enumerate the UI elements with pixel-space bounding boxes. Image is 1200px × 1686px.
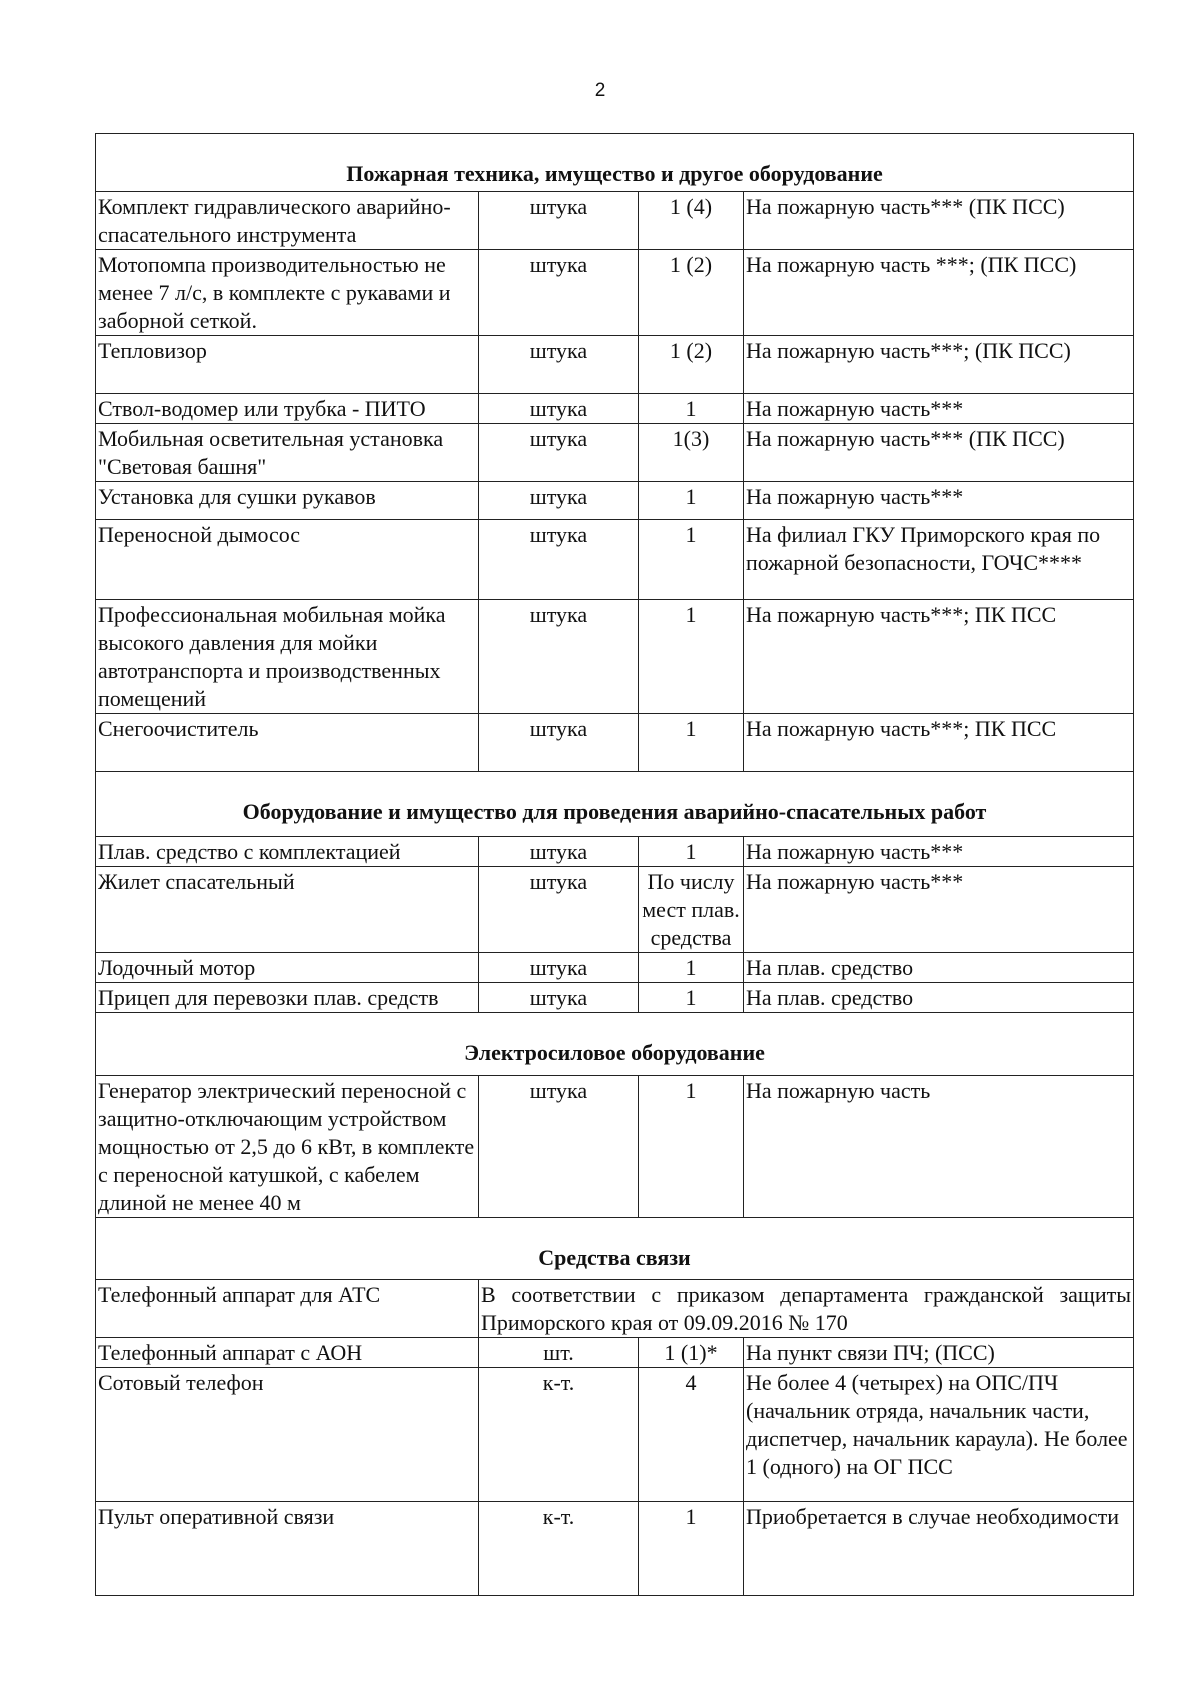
table-row <box>96 482 1134 520</box>
unit-cell: штука <box>479 250 639 336</box>
unit-cell: штука <box>479 520 639 600</box>
table-row <box>96 336 1134 394</box>
note-cell: На пожарную часть***; ПК ПСС <box>744 600 1134 714</box>
item-name-cell: Ствол-водомер или трубка - ПИТО <box>96 394 479 424</box>
note-cell: На филиал ГКУ Приморского края по пожарной безопасности, ГОЧС**** <box>744 520 1134 600</box>
table-row <box>96 867 1134 953</box>
quantity-cell: По числу мест плав. средства <box>639 867 744 953</box>
unit-cell: штука <box>479 424 639 482</box>
item-name-cell: Профессиональная мобильная мойка высокого давления для мойки автотранспорта и производственных помещений <box>96 600 479 714</box>
section-header-row <box>96 1218 1134 1280</box>
item-name-cell: Телефонный аппарат для АТС <box>96 1280 479 1338</box>
quantity-cell: 1 <box>639 983 744 1013</box>
note-cell: Приобретается в случае необходимости <box>744 1502 1134 1596</box>
quantity-cell: 4 <box>639 1368 744 1502</box>
table-row <box>96 1338 1134 1368</box>
item-name-cell: Генератор электрический переносной с защитно-отключающим устройством мощностью от 2,5 до 6 кВт, в комплекте с переносной катушкой, с кабелем длиной не менее 40 м <box>96 1076 479 1218</box>
table-row <box>96 600 1134 714</box>
item-name-cell: Переносной дымосос <box>96 520 479 600</box>
item-name-cell: Снегоочиститель <box>96 714 479 772</box>
note-cell: На пожарную часть <box>744 1076 1134 1218</box>
note-cell: На пожарную часть*** <box>744 837 1134 867</box>
unit-cell: штука <box>479 867 639 953</box>
table-row <box>96 1076 1134 1218</box>
quantity-cell: 1 <box>639 482 744 520</box>
section-title: Электросиловое оборудование <box>96 1013 1134 1076</box>
item-name-cell: Сотовый телефон <box>96 1368 479 1502</box>
section-title: Оборудование и имущество для проведения аварийно-спасательных работ <box>96 772 1134 837</box>
note-cell: На пожарную часть*** <box>744 867 1134 953</box>
table-row <box>96 192 1134 250</box>
equipment-table <box>95 133 1134 1596</box>
quantity-cell: 1 <box>639 837 744 867</box>
table-row <box>96 424 1134 482</box>
quantity-cell: 1 <box>639 1502 744 1596</box>
item-name-cell: Пульт оперативной связи <box>96 1502 479 1596</box>
unit-cell: к-т. <box>479 1368 639 1502</box>
note-cell: На пункт связи ПЧ; (ПСС) <box>744 1338 1134 1368</box>
section-header-row <box>96 1013 1134 1076</box>
quantity-cell: 1 (4) <box>639 192 744 250</box>
item-name-cell: Мотопомпа производительностью не менее 7 л/с, в комплекте с рукавами и заборной сеткой. <box>96 250 479 336</box>
section-header-row <box>96 134 1134 192</box>
unit-cell: шт. <box>479 1338 639 1368</box>
quantity-cell: 1 <box>639 394 744 424</box>
unit-cell: штука <box>479 953 639 983</box>
section-header-row <box>96 772 1134 837</box>
item-name-cell: Плав. средство с комплектацией <box>96 837 479 867</box>
item-name-cell: Жилет спасательный <box>96 867 479 953</box>
item-name-cell: Прицеп для перевозки плав. средств <box>96 983 479 1013</box>
unit-cell: штука <box>479 714 639 772</box>
table-row <box>96 250 1134 336</box>
quantity-cell: 1 <box>639 520 744 600</box>
table-row <box>96 1280 1134 1338</box>
unit-cell: к-т. <box>479 1502 639 1596</box>
note-cell: На плав. средство <box>744 953 1134 983</box>
unit-cell: штука <box>479 336 639 394</box>
unit-cell: штука <box>479 837 639 867</box>
quantity-cell: 1 <box>639 1076 744 1218</box>
item-name-cell: Комплект гидравлического аварийно-спасательного инструмента <box>96 192 479 250</box>
quantity-cell: 1 <box>639 600 744 714</box>
table-row <box>96 1368 1134 1502</box>
note-cell: На пожарную часть***; (ПК ПСС) <box>744 336 1134 394</box>
table-row <box>96 394 1134 424</box>
unit-cell: штука <box>479 600 639 714</box>
table-row <box>96 953 1134 983</box>
quantity-cell: 1 <box>639 953 744 983</box>
table-row <box>96 983 1134 1013</box>
quantity-cell: 1(3) <box>639 424 744 482</box>
item-name-cell: Лодочный мотор <box>96 953 479 983</box>
note-cell: На плав. средство <box>744 983 1134 1013</box>
note-cell: На пожарную часть***; ПК ПСС <box>744 714 1134 772</box>
table-row <box>96 714 1134 772</box>
unit-cell: штука <box>479 1076 639 1218</box>
note-cell: На пожарную часть*** (ПК ПСС) <box>744 192 1134 250</box>
quantity-cell: 1 (1)* <box>639 1338 744 1368</box>
quantity-cell: 1 (2) <box>639 336 744 394</box>
section-title: Пожарная техника, имущество и другое оборудование <box>96 134 1134 192</box>
note-cell: В соответствии с приказом департамента гражданской защиты Приморского края от 09.09.2016 № 170 <box>479 1280 1134 1338</box>
note-cell: На пожарную часть ***; (ПК ПСС) <box>744 250 1134 336</box>
note-cell: На пожарную часть*** (ПК ПСС) <box>744 424 1134 482</box>
unit-cell: штука <box>479 983 639 1013</box>
note-cell: На пожарную часть*** <box>744 394 1134 424</box>
page-number: 2 <box>594 80 606 101</box>
unit-cell: штука <box>479 482 639 520</box>
section-title: Средства связи <box>96 1218 1134 1280</box>
item-name-cell: Мобильная осветительная установка "Световая башня" <box>96 424 479 482</box>
table-row <box>96 1502 1134 1596</box>
quantity-cell: 1 (2) <box>639 250 744 336</box>
note-cell: Не более 4 (четырех) на ОПС/ПЧ (начальник отряда, начальник части, диспетчер, начальник караула). Не более 1 (одного) на ОГ ПСС <box>744 1368 1134 1502</box>
table-row <box>96 837 1134 867</box>
item-name-cell: Установка для сушки рукавов <box>96 482 479 520</box>
note-cell: На пожарную часть*** <box>744 482 1134 520</box>
item-name-cell: Тепловизор <box>96 336 479 394</box>
item-name-cell: Телефонный аппарат с АОН <box>96 1338 479 1368</box>
table-row <box>96 520 1134 600</box>
unit-cell: штука <box>479 394 639 424</box>
quantity-cell: 1 <box>639 714 744 772</box>
unit-cell: штука <box>479 192 639 250</box>
